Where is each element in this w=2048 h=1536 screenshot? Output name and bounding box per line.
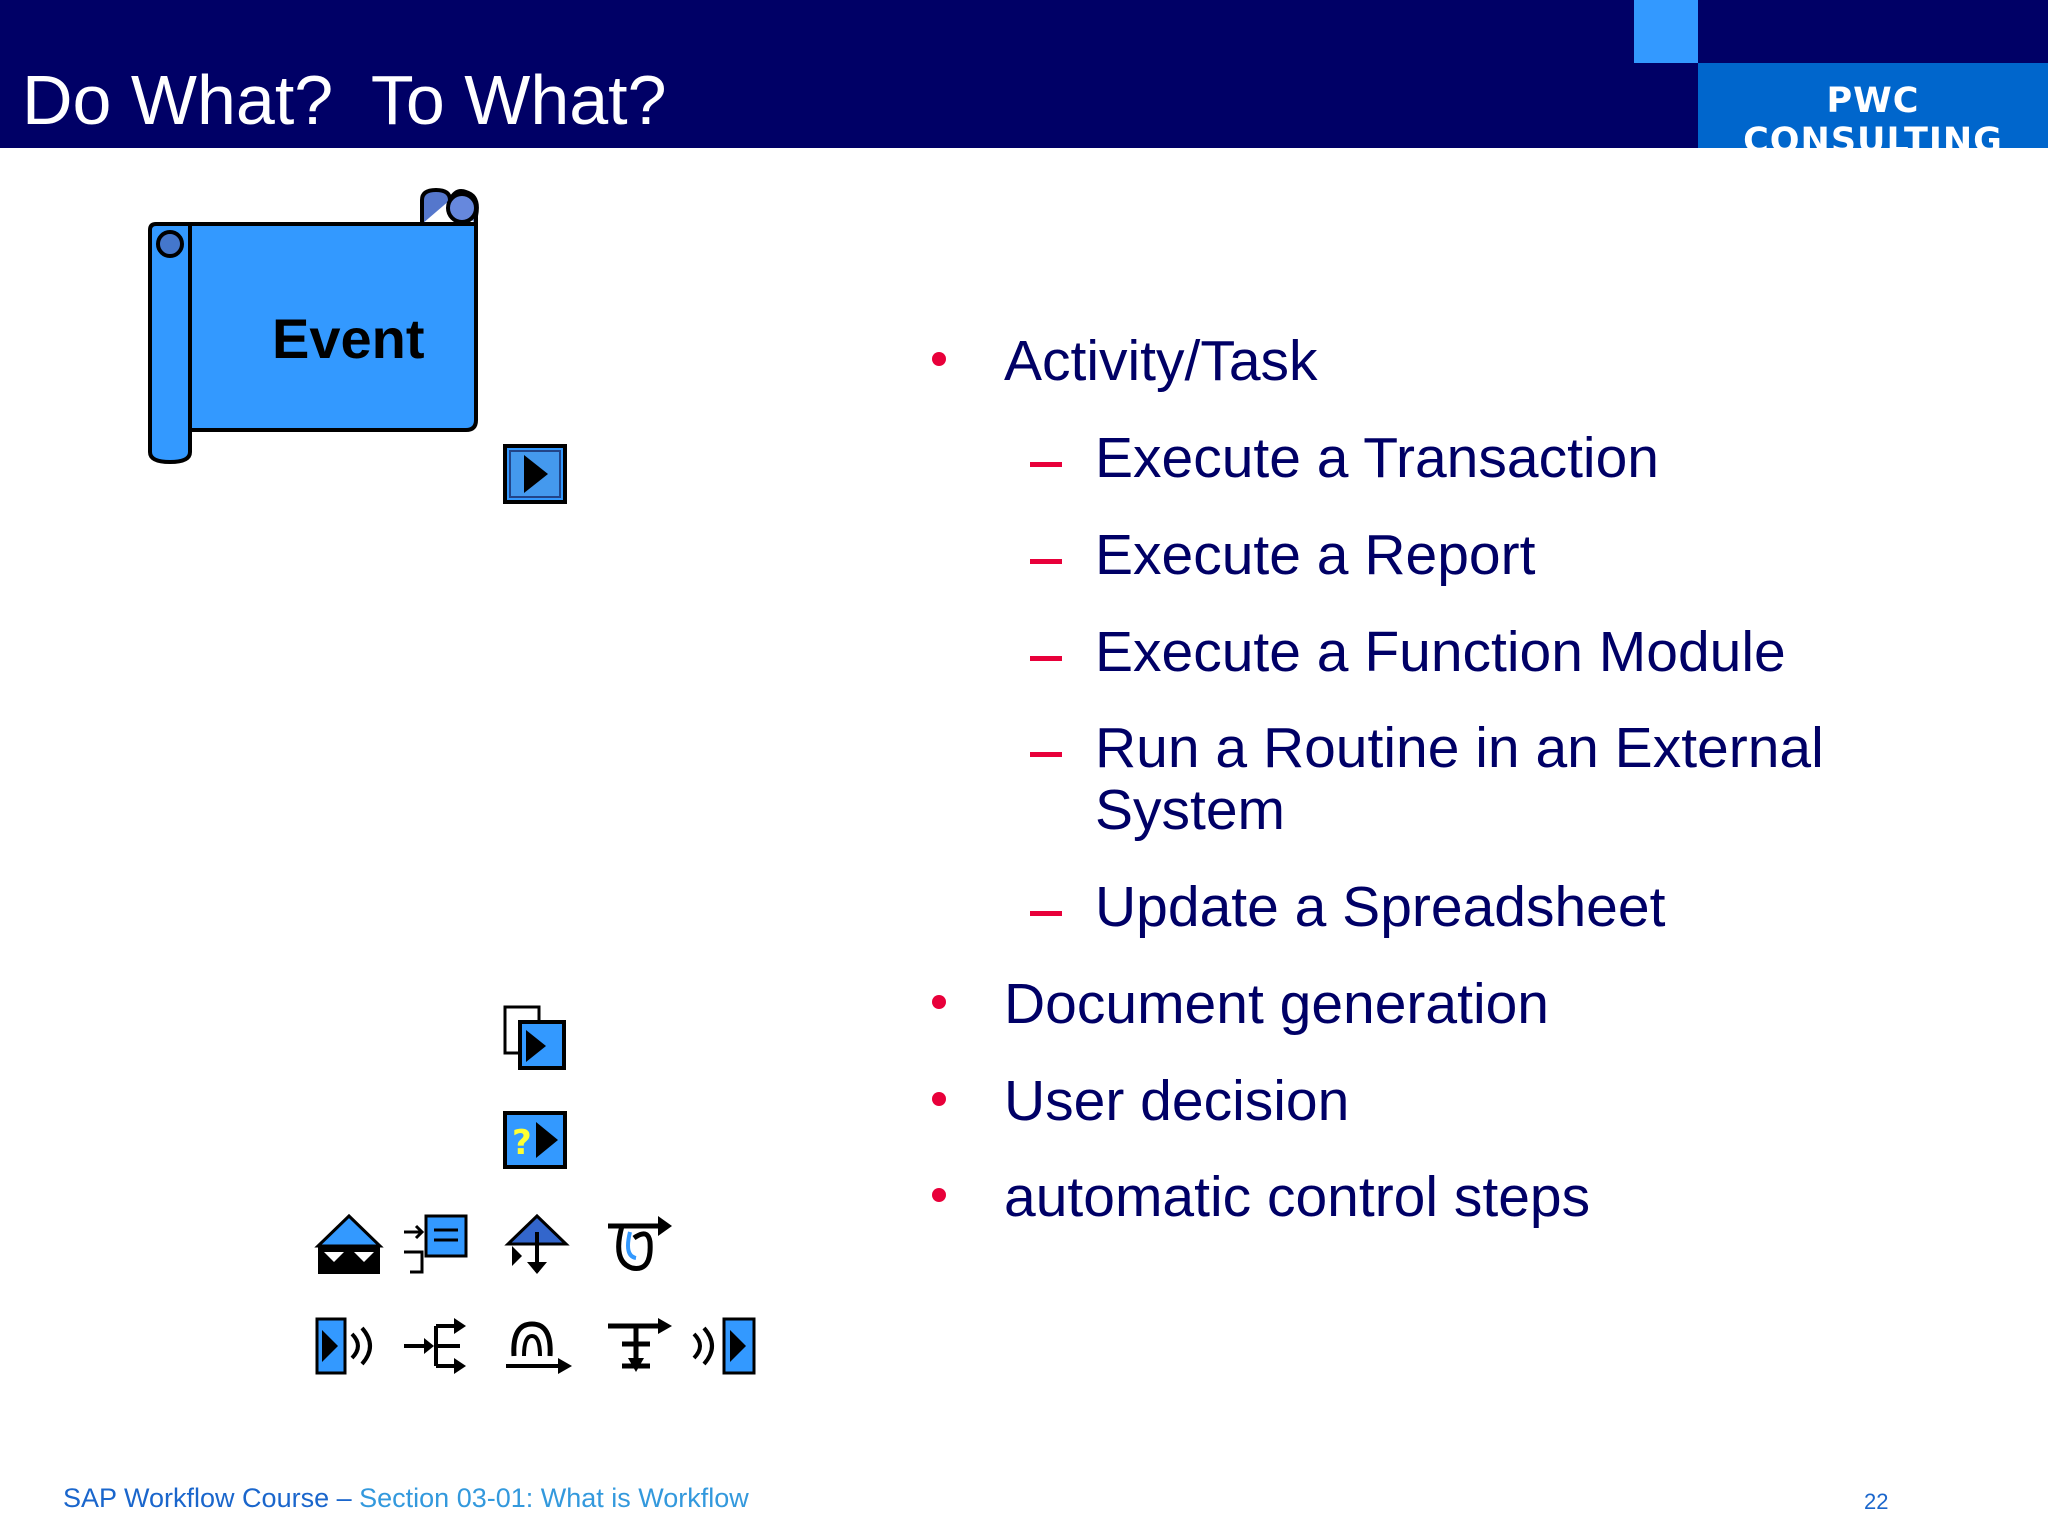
fork-icon: [400, 1316, 470, 1376]
document-generation-icon: [502, 1004, 570, 1072]
bullet-marker: [932, 1092, 946, 1106]
wait-step-icon: [502, 1316, 576, 1376]
brand-box: [1698, 63, 2048, 161]
brand-logo: PWC CONSULTING: [1743, 81, 2003, 161]
sub-bullet-marker: [1030, 752, 1062, 757]
list-item: automatic control steps: [1004, 1165, 1591, 1229]
svg-text:?: ?: [512, 1123, 532, 1163]
page-number: 22: [1864, 1489, 1889, 1514]
branch-end-icon: [688, 1316, 758, 1376]
list-item: User decision: [1004, 1069, 1350, 1133]
footer-course: SAP Workflow Course: [63, 1483, 330, 1513]
list-item: Execute a Transaction: [1095, 426, 1659, 490]
list-item: Update a Spreadsheet: [1095, 875, 1666, 939]
list-item: Document generation: [1004, 972, 1550, 1036]
list-item: Execute a Function Module: [1095, 620, 1786, 684]
slide-title: Do What? To What?: [22, 61, 667, 139]
event-creator-icon: [502, 1212, 572, 1278]
sub-bullet-marker: [1030, 656, 1062, 661]
event-label: Event: [272, 307, 425, 370]
accent-square: [1634, 0, 1698, 63]
loop-step-icon: [602, 1212, 676, 1278]
bullet-marker: [932, 995, 946, 1009]
form-step-icon: [400, 1212, 470, 1278]
condition-step-icon: [602, 1316, 676, 1376]
list-item: System: [1095, 778, 1286, 842]
user-decision-icon: [502, 1110, 570, 1172]
list-item: Execute a Report: [1095, 523, 1536, 587]
activity-step-icon: [502, 443, 570, 507]
sub-bullet-marker: [1030, 559, 1062, 564]
sub-bullet-marker: [1030, 462, 1062, 467]
bullet-marker: [932, 1188, 946, 1202]
send-mail-icon: [314, 1212, 384, 1278]
footer-separator: –: [329, 1483, 360, 1513]
bullet-marker: [932, 352, 946, 366]
list-item: Activity/Task: [1004, 329, 1318, 393]
footer-section: Section 03-01: What is Workflow: [359, 1483, 749, 1513]
sub-bullet-marker: [1030, 911, 1062, 916]
branch-start-icon: [314, 1316, 384, 1376]
list-item: Run a Routine in an External: [1095, 716, 1824, 780]
footer: [63, 1483, 749, 1514]
